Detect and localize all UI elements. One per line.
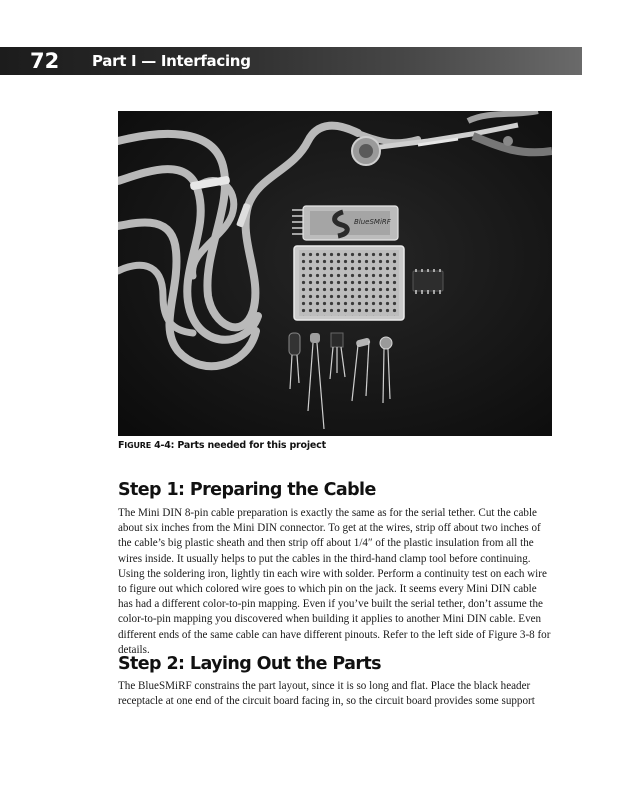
page-number: 72: [30, 49, 60, 73]
section-paragraph-step-2: The BlueSMiRF constrains the part layout, since it is so long and flat. Place the black header receptacle at one end of the circuit board facing in, so the circuit board provides some support: [118, 680, 535, 708]
caption-number: 4-4:: [150, 440, 175, 451]
parts-photo-drawing: [118, 111, 552, 436]
parts-photo: [118, 111, 552, 436]
section-paragraph-step-1: The Mini DIN 8-pin cable preparation is exactly the same as for the serial tether. Cut the cable about six inches from the Mini DIN connector. To get at the wires, strip off about two inches of the cable’s big plastic sheath and then strip off about 1/4″ of the plastic insulation from all the wires inside. It usually helps to put the cables in the third-hand clamp tool before continuing. Using the soldering iron, lightly tin each wire with solder. Perform a continuity test on each wire to figure out which colored wire goes to which pin on the jack. It seems every Mini DIN cable has had a different color-to-pin mapping. Even if you’ve built the serial tether, don’t assume the color-to-pin mapping you discovered when building it applies to another Mini DIN cable. Even different ends of the same cable can have different pinouts. Refer to the left side of Figure 3-8 for details.: [118, 507, 551, 656]
figure-caption: [118, 440, 558, 451]
caption-label-first: F: [118, 440, 125, 451]
ic-chip: [413, 269, 443, 294]
running-header: [0, 47, 582, 75]
part-title: Part I — Interfacing: [92, 52, 251, 70]
section-heading-step-1: Step 1: Preparing the Cable: [118, 480, 376, 500]
bluesmirf-label: BlueSMiRF: [354, 218, 391, 226]
caption-label-rest: IGURE: [124, 441, 151, 450]
bluesmirf-module: [292, 206, 398, 240]
perf-board: [294, 246, 404, 320]
section-heading-step-2: Step 2: Laying Out the Parts: [118, 654, 381, 674]
caption-text: Parts needed for this project: [174, 440, 326, 451]
